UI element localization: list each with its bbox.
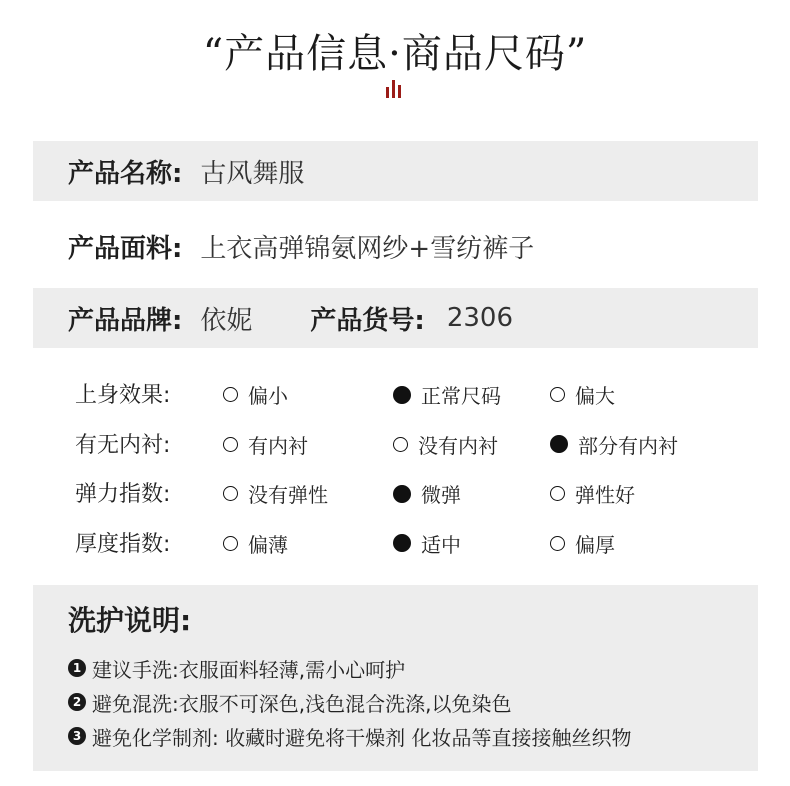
number-badge-icon: 3 — [68, 727, 86, 745]
product-brand-label: 产品品牌: — [68, 305, 183, 336]
option-radio — [393, 529, 461, 558]
radio-filled-icon — [393, 485, 411, 503]
attribute-grid — [75, 372, 755, 570]
option-label: 没有弹性 — [248, 483, 328, 507]
care-instructions-panel — [33, 585, 758, 771]
product-sku-label: 产品货号: — [310, 305, 425, 336]
product-fabric-label: 产品面料: — [68, 233, 183, 264]
radio-empty-icon — [223, 387, 238, 402]
attribute-label: 厚度指数: — [75, 531, 171, 557]
option-radio — [393, 479, 461, 508]
option-radio — [393, 380, 501, 409]
radio-empty-icon — [550, 387, 565, 402]
number-badge-icon: 1 — [68, 659, 86, 677]
attribute-row-elasticity — [75, 471, 755, 521]
care-item-text: 避免化学制剂: 收藏时避免将干燥剂 化妆品等直接接触丝织物 — [92, 725, 632, 750]
care-item — [68, 651, 758, 685]
product-fabric-row — [33, 216, 758, 276]
title-decoration-icon — [386, 80, 406, 98]
option-radio — [223, 479, 328, 508]
attribute-row-lining — [75, 422, 755, 472]
option-label: 偏大 — [575, 384, 615, 408]
radio-empty-icon — [223, 486, 238, 501]
care-item-text: 建议手洗:衣服面料轻薄,需小心呵护 — [92, 657, 406, 682]
option-label: 部分有内衬 — [578, 433, 678, 458]
radio-filled-icon — [550, 435, 568, 453]
radio-empty-icon — [550, 486, 565, 501]
radio-empty-icon — [223, 536, 238, 551]
option-radio — [223, 430, 308, 459]
option-label: 弹性好 — [575, 483, 635, 507]
option-radio — [223, 529, 288, 558]
product-name-value: 古风舞服 — [200, 158, 305, 189]
product-brand-value: 依妮 — [200, 305, 253, 336]
care-item-text: 避免混洗:衣服不可深色,浅色混合洗涤,以免染色 — [92, 691, 512, 716]
product-name-row — [33, 141, 758, 201]
radio-filled-icon — [393, 386, 411, 404]
attribute-row-thickness — [75, 521, 755, 571]
product-fabric-value: 上衣高弹锦氨网纱+雪纺裤子 — [200, 233, 535, 264]
attribute-label: 弹力指数: — [75, 482, 171, 507]
care-item — [68, 719, 758, 753]
option-label: 微弹 — [421, 483, 461, 507]
option-label: 有内衬 — [248, 433, 308, 458]
option-label: 正常尺码 — [421, 384, 501, 408]
number-badge-icon: 2 — [68, 693, 86, 711]
radio-empty-icon — [223, 437, 238, 452]
product-sku-value: 2306 — [446, 303, 513, 333]
radio-empty-icon — [393, 437, 408, 452]
option-radio — [550, 380, 615, 409]
radio-filled-icon — [393, 534, 411, 552]
option-label: 偏厚 — [575, 532, 615, 557]
attribute-label: 上身效果: — [75, 383, 171, 408]
option-radio — [393, 430, 498, 459]
option-radio — [550, 430, 678, 459]
attribute-label: 有无内衬: — [75, 432, 171, 458]
option-radio — [550, 479, 635, 508]
option-label: 适中 — [421, 532, 461, 557]
product-brand-row — [33, 288, 758, 348]
option-label: 偏小 — [248, 384, 288, 408]
product-name-label: 产品名称: — [68, 158, 183, 189]
option-label: 偏薄 — [248, 532, 288, 557]
care-item — [68, 685, 758, 719]
radio-empty-icon — [550, 536, 565, 551]
option-label: 没有内衬 — [418, 433, 498, 458]
care-title: 洗护说明: — [68, 604, 192, 637]
option-radio — [223, 380, 288, 409]
attribute-row-fit — [75, 372, 755, 422]
page-title: “产品信息·商品尺码” — [202, 31, 588, 77]
option-radio — [550, 529, 615, 558]
